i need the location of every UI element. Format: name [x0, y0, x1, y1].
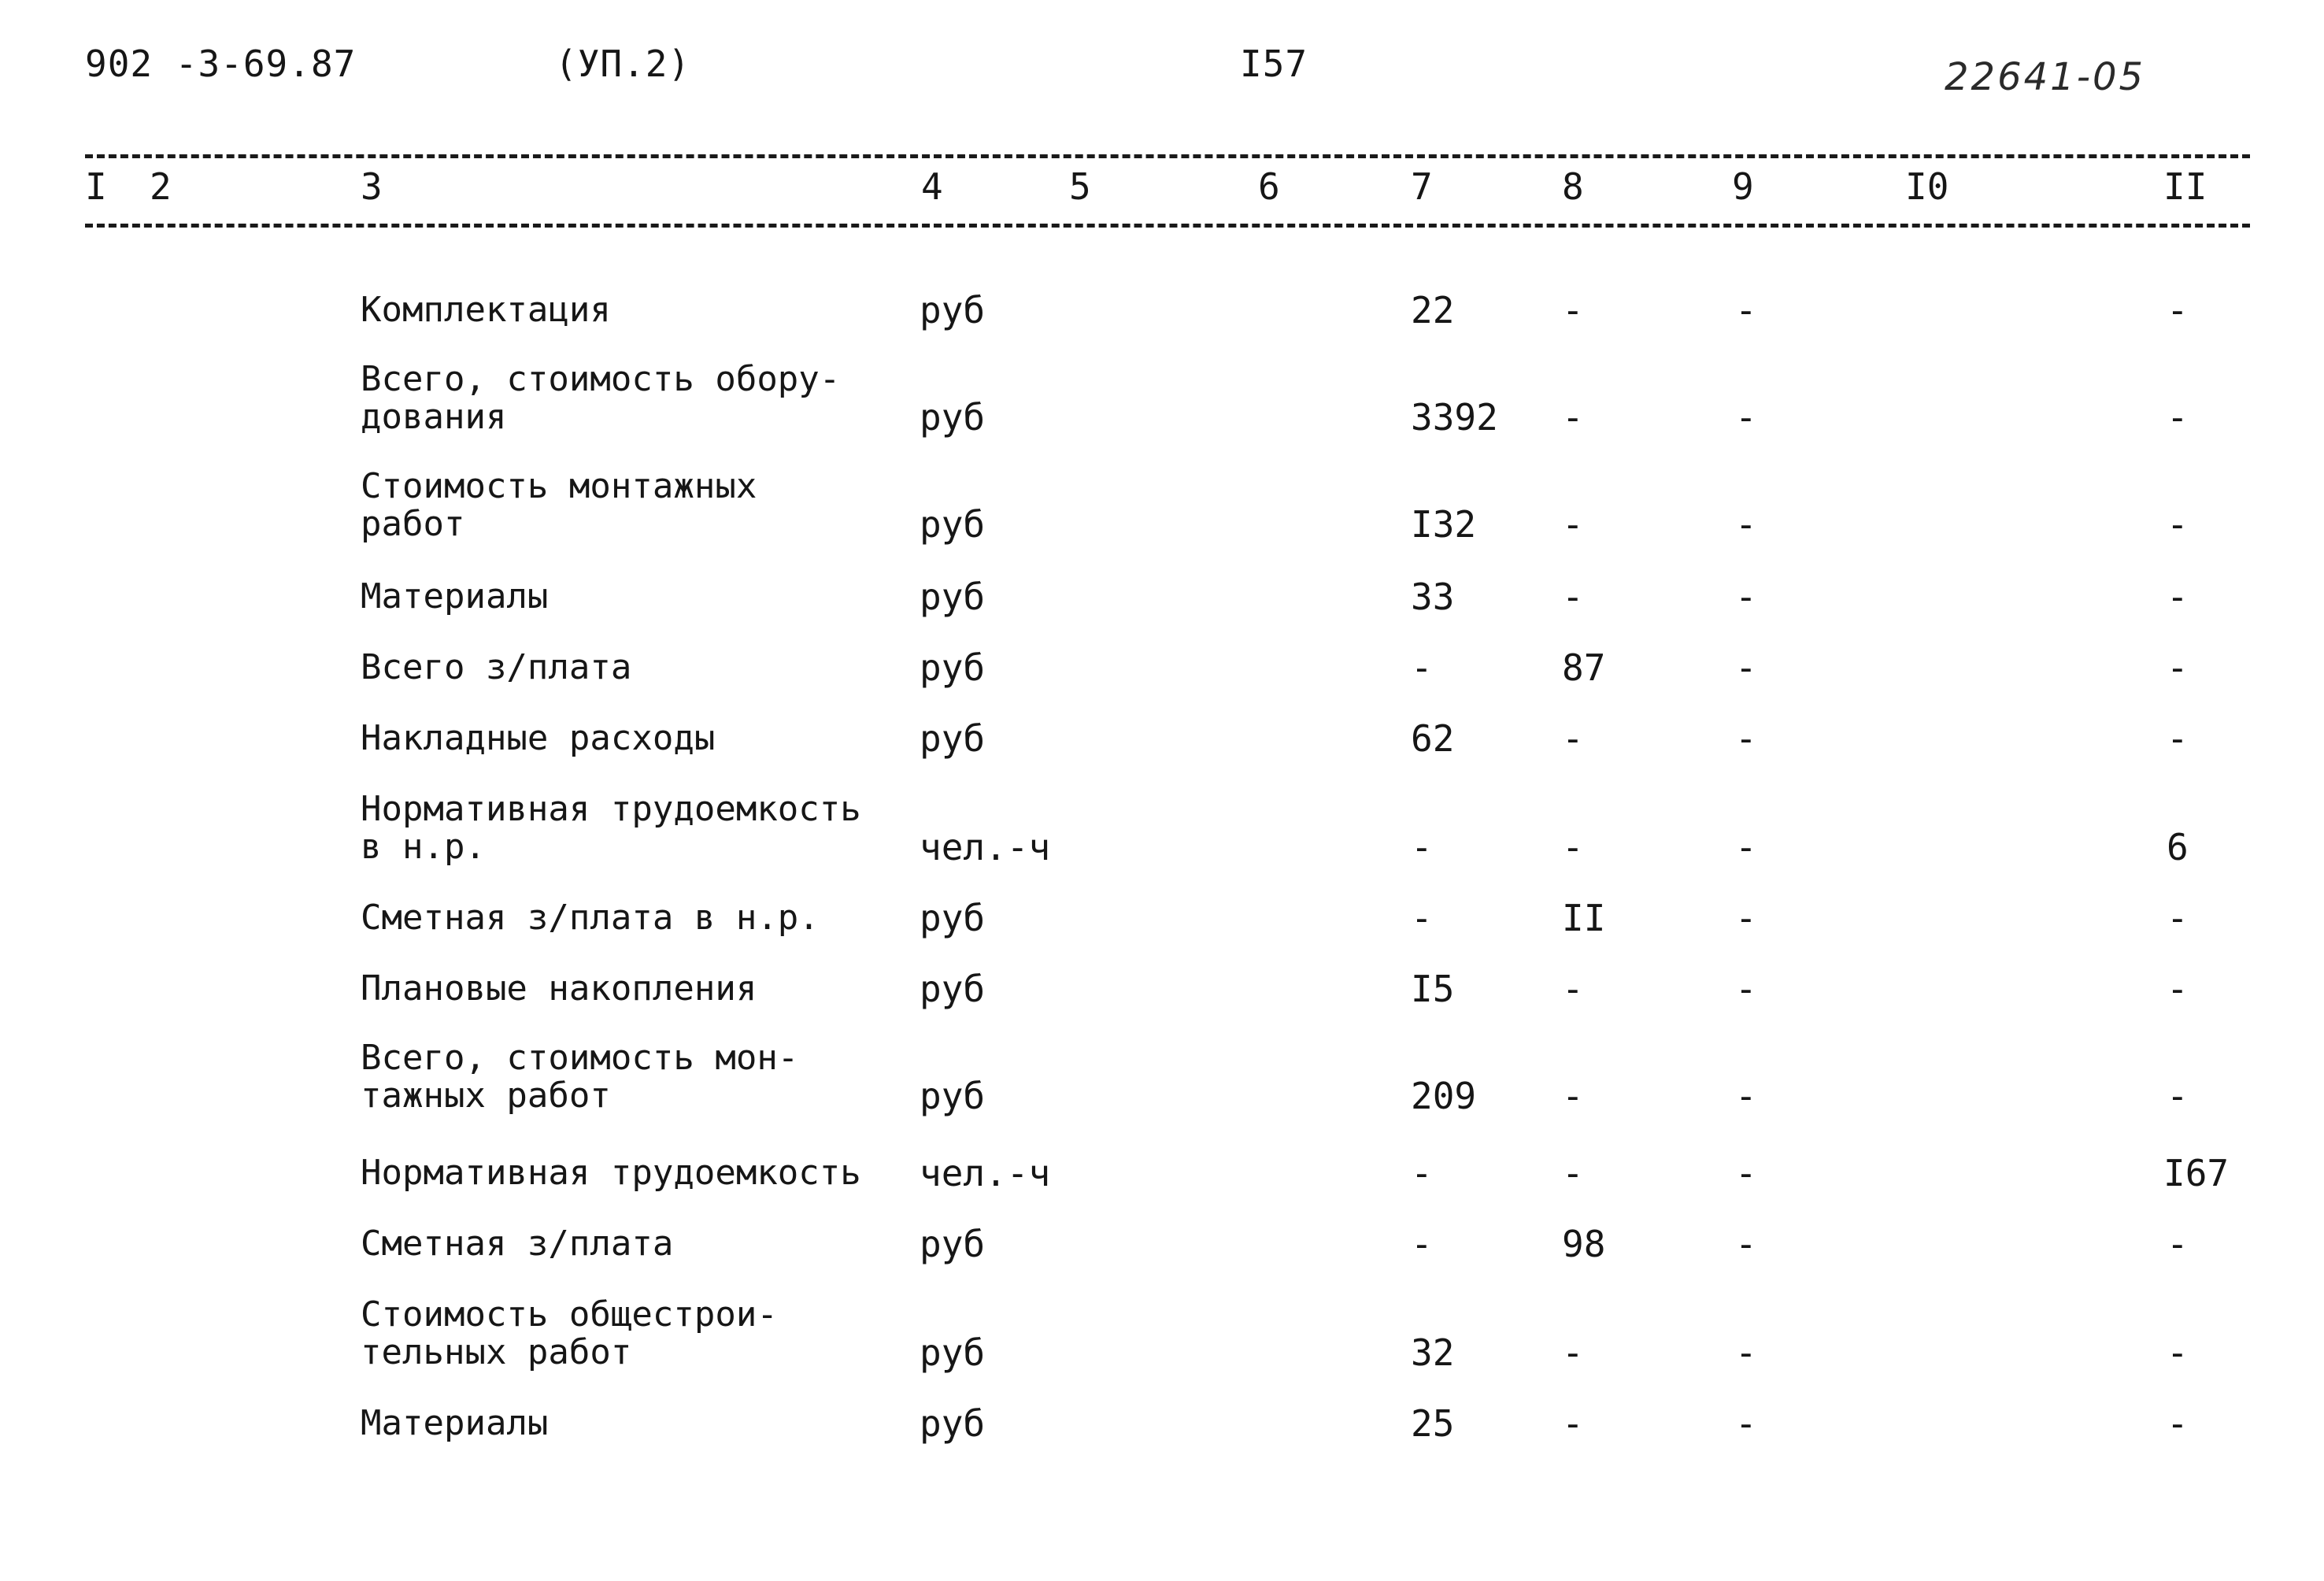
col-number-10: I0 — [1905, 165, 1949, 208]
col7-cell: 3392 — [1411, 396, 1498, 439]
unit-cell: руб — [920, 289, 986, 331]
volume-label: (УП.2) — [555, 43, 691, 85]
col-number-4: 4 — [921, 165, 943, 208]
col7-cell: 209 — [1411, 1075, 1477, 1117]
unit-cell: руб — [920, 576, 986, 618]
col11-cell: - — [2167, 646, 2189, 689]
inventory-number: 22641-05 — [1945, 55, 2146, 99]
col8-cell: - — [1562, 1075, 1584, 1117]
unit-cell: руб — [920, 503, 986, 546]
col8-cell: - — [1562, 396, 1584, 439]
col8-cell: - — [1562, 576, 1584, 618]
item-name: Всего з/плата — [361, 647, 632, 687]
item-name: Комплектация — [361, 290, 611, 330]
unit-cell: руб — [920, 1331, 986, 1374]
item-name: Всего, стоимость обору- дования — [361, 359, 841, 437]
col7-cell: 62 — [1411, 717, 1455, 760]
col11-cell: - — [2167, 717, 2189, 760]
col8-cell: 87 — [1562, 646, 1606, 689]
unit-cell: руб — [920, 968, 986, 1010]
col11-cell: - — [2167, 1331, 2189, 1374]
col8-cell: II — [1562, 897, 1606, 939]
item-name: Сметная з/плата — [361, 1224, 674, 1264]
col8-cell: - — [1562, 717, 1584, 760]
col7-cell: 33 — [1411, 576, 1455, 618]
item-name: Нормативная трудоемкость в н.р. — [361, 789, 861, 867]
col8-cell: - — [1562, 826, 1584, 868]
col7-cell: - — [1411, 1152, 1433, 1194]
unit-cell: руб — [920, 1075, 986, 1117]
col-number-11: II — [2163, 165, 2207, 208]
col11-cell: - — [2167, 396, 2189, 439]
col7-cell: - — [1411, 646, 1433, 689]
col7-cell: - — [1411, 1223, 1433, 1265]
col-number-5: 5 — [1069, 165, 1091, 208]
col8-cell: 98 — [1562, 1223, 1606, 1265]
col-number-6: 6 — [1258, 165, 1280, 208]
col9-cell: - — [1735, 503, 1757, 546]
col9-cell: - — [1735, 1075, 1757, 1117]
col7-cell: 25 — [1411, 1402, 1455, 1445]
col9-cell: - — [1735, 289, 1757, 331]
col-number-2: 2 — [150, 165, 172, 208]
col11-cell: - — [2167, 576, 2189, 618]
col11-cell: 6 — [2167, 826, 2189, 868]
col7-cell: - — [1411, 826, 1433, 868]
col9-cell: - — [1735, 968, 1757, 1010]
col11-cell: - — [2167, 289, 2189, 331]
col9-cell: - — [1735, 576, 1757, 618]
col9-cell: - — [1735, 826, 1757, 868]
unit-cell: руб — [920, 897, 986, 939]
unit-cell: чел.-ч — [920, 1152, 1051, 1194]
col11-cell: I67 — [2163, 1152, 2230, 1194]
col11-cell: - — [2167, 897, 2189, 939]
col7-cell: 32 — [1411, 1331, 1455, 1374]
col9-cell: - — [1735, 1402, 1757, 1445]
col11-cell: - — [2167, 1075, 2189, 1117]
col11-cell: - — [2167, 968, 2189, 1010]
col9-cell: - — [1735, 1331, 1757, 1374]
document-code: 902 -3-69.87 — [85, 43, 357, 85]
col8-cell: - — [1562, 1402, 1584, 1445]
col9-cell: - — [1735, 1223, 1757, 1265]
unit-cell: руб — [920, 1223, 986, 1265]
col-number-3: 3 — [361, 165, 383, 208]
col9-cell: - — [1735, 646, 1757, 689]
item-name: Материалы — [361, 1403, 549, 1443]
item-name: Всего, стоимость мон- тажных работ — [361, 1038, 799, 1116]
col8-cell: - — [1562, 1331, 1584, 1374]
col7-cell: 22 — [1411, 289, 1455, 331]
item-name: Плановые накопления — [361, 968, 757, 1009]
col8-cell: - — [1562, 503, 1584, 546]
col8-cell: - — [1562, 289, 1584, 331]
col11-cell: - — [2167, 1402, 2189, 1445]
col-number-9: 9 — [1732, 165, 1754, 208]
item-name: Стоимость монтажных работ — [361, 466, 757, 544]
header-bottom-rule — [85, 224, 2250, 228]
col-number-1: I — [85, 165, 107, 208]
item-name: Материалы — [361, 576, 549, 616]
unit-cell: руб — [920, 646, 986, 689]
item-name: Накладные расходы — [361, 718, 716, 758]
col11-cell: - — [2167, 1223, 2189, 1265]
item-name: Сметная з/плата в н.р. — [361, 898, 820, 938]
col-number-8: 8 — [1562, 165, 1584, 208]
col9-cell: - — [1735, 717, 1757, 760]
unit-cell: руб — [920, 1402, 986, 1445]
unit-cell: руб — [920, 717, 986, 760]
col9-cell: - — [1735, 396, 1757, 439]
page-number: I57 — [1240, 43, 1308, 85]
col9-cell: - — [1735, 897, 1757, 939]
col7-cell: I5 — [1411, 968, 1455, 1010]
col9-cell: - — [1735, 1152, 1757, 1194]
col8-cell: - — [1562, 1152, 1584, 1194]
col11-cell: - — [2167, 503, 2189, 546]
col7-cell: I32 — [1411, 503, 1477, 546]
col-number-7: 7 — [1411, 165, 1433, 208]
item-name: Стоимость общестрои- тельных работ — [361, 1294, 778, 1372]
item-name: Нормативная трудоемкость — [361, 1153, 861, 1193]
unit-cell: чел.-ч — [920, 826, 1051, 868]
col7-cell: - — [1411, 897, 1433, 939]
unit-cell: руб — [920, 396, 986, 439]
col8-cell: - — [1562, 968, 1584, 1010]
header-top-rule — [85, 154, 2250, 158]
